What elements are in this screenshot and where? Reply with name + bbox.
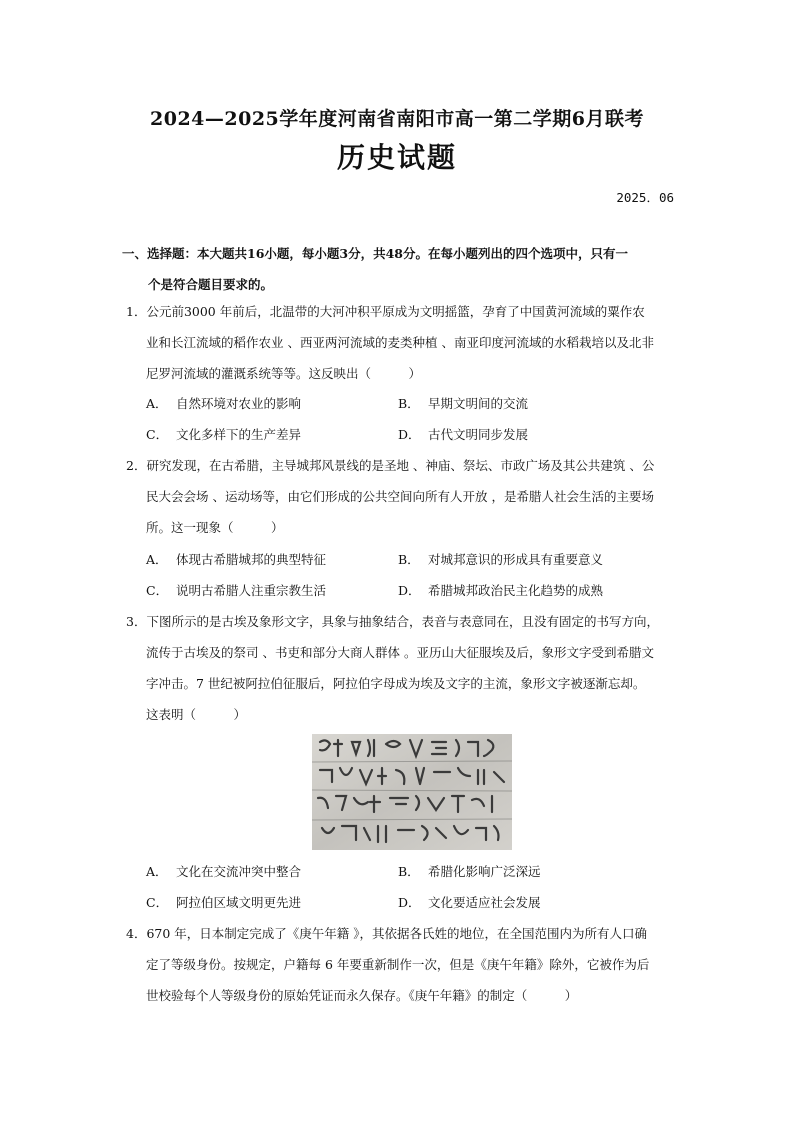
option-letter: A． (146, 864, 168, 879)
option-text: 阿拉伯区域文明更先进 (176, 895, 302, 910)
option-letter: D． (398, 427, 421, 442)
option-b[interactable] (398, 544, 650, 575)
question-3-line-3: 字冲击。7 世纪被阿拉伯征服后，阿拉伯字母成为埃及文字的主流，象形文字被逐渐忘却。 (146, 676, 646, 691)
question-2-line-2: 民大会会场 、运动场等，由它们形成的公共空间向所有人开放 ，是希腊人社会生活的主要场 (146, 489, 654, 504)
question-2-options (146, 544, 666, 606)
option-c[interactable] (146, 419, 398, 450)
option-letter: A． (146, 396, 168, 411)
question-4-line-3: 世校验每个人等级身份的原始凭证而永久保存。《庚午年籍》的制定（ ） (146, 988, 578, 1003)
option-letter: A． (146, 552, 168, 567)
question-3 (126, 606, 688, 730)
section-heading (122, 238, 682, 300)
section-heading-line-1: 一、选择题：本大题共16小题，每小题3分，共48分。在每小题列出的四个选项中，只有一 (122, 246, 628, 261)
question-3-options (146, 856, 666, 918)
option-text: 古代文明同步发展 (428, 427, 529, 442)
option-c[interactable] (146, 887, 398, 918)
options-row (146, 544, 666, 575)
question-4-line-1: 4．670 年，日本制定完成了《庚午年籍 》，其依据各氏姓的地位，在全国范围内为所有人口确 (126, 926, 648, 941)
option-letter: C． (146, 895, 169, 910)
option-letter: D． (398, 895, 421, 910)
egyptian-hieroglyphs-relief-image (312, 734, 512, 850)
options-row (146, 575, 666, 606)
option-d[interactable] (398, 575, 650, 606)
option-text: 对城邦意识的形成具有重要意义 (428, 552, 604, 567)
option-text: 希腊城邦政治民主化趋势的成熟 (428, 583, 604, 598)
option-letter: B． (398, 864, 420, 879)
question-2-line-1: 2．研究发现，在古希腊，主导城邦风景线的是圣地 、神庙、祭坛、市政广场及其公共建筑 、公 (126, 458, 655, 473)
question-1-line-3: 尼罗河流域的灌溉系统等等。这反映出（ ） (146, 366, 422, 381)
option-b[interactable] (398, 856, 650, 887)
question-3-line-1: 3．下图所示的是古埃及象形文字，具象与抽象结合，表音与表意同在，且没有固定的书写方向， (126, 614, 659, 629)
option-a[interactable] (146, 544, 398, 575)
option-a[interactable] (146, 856, 398, 887)
option-letter: C． (146, 583, 169, 598)
question-1-options (146, 388, 666, 450)
section-heading-line-2: 个是符合题目要求的。 (148, 277, 274, 292)
option-text: 文化在交流冲突中整合 (176, 864, 302, 879)
option-a[interactable] (146, 388, 398, 419)
options-row (146, 856, 666, 887)
exam-subject-title: 历史试题 (336, 141, 457, 174)
question-1 (126, 296, 688, 389)
question-4-line-2: 定了等级身份。按规定，户籍每 6 年要重新制作一次，但是《庚午年籍》除外，它被作为后 (146, 957, 650, 972)
options-row (146, 419, 666, 450)
question-4 (126, 918, 688, 1011)
exam-date: 2025．06 (616, 190, 674, 205)
exam-title: 2024—2025学年度河南省南阳市高一第二学期6月联考 (150, 108, 644, 130)
option-letter: D． (398, 583, 421, 598)
options-row (146, 887, 666, 918)
option-text: 早期文明间的交流 (428, 396, 529, 411)
options-row (146, 388, 666, 419)
question-2-line-3: 所。这一现象（ ） (146, 520, 284, 535)
question-3-line-4: 这表明（ ） (146, 707, 247, 722)
option-text: 说明古希腊人注重宗教生活 (176, 583, 327, 598)
option-b[interactable] (398, 388, 650, 419)
option-c[interactable] (146, 575, 398, 606)
option-text: 希腊化影响广泛深远 (428, 864, 541, 879)
option-letter: C． (146, 427, 169, 442)
option-letter: B． (398, 396, 420, 411)
option-text: 文化要适应社会发展 (428, 895, 541, 910)
option-d[interactable] (398, 887, 650, 918)
question-1-line-1: 1．公元前3000 年前后，北温带的大河冲积平原成为文明摇篮，孕育了中国黄河流域的粟作农 (126, 304, 645, 319)
hieroglyphs-image (312, 734, 512, 850)
question-1-line-2: 业和长江流域的稻作农业 、西亚两河流域的麦类种植 、南亚印度河流域的水稻栽培以及北非 (146, 335, 654, 350)
option-letter: B． (398, 552, 420, 567)
question-2 (126, 450, 688, 543)
question-3-line-2: 流传于古埃及的祭司 、书吏和部分大商人群体 。亚历山大征服埃及后，象形文字受到希腊文 (146, 645, 654, 660)
option-text: 自然环境对农业的影响 (176, 396, 302, 411)
option-text: 体现古希腊城邦的典型特征 (176, 552, 327, 567)
option-text: 文化多样下的生产差异 (176, 427, 302, 442)
option-d[interactable] (398, 419, 650, 450)
